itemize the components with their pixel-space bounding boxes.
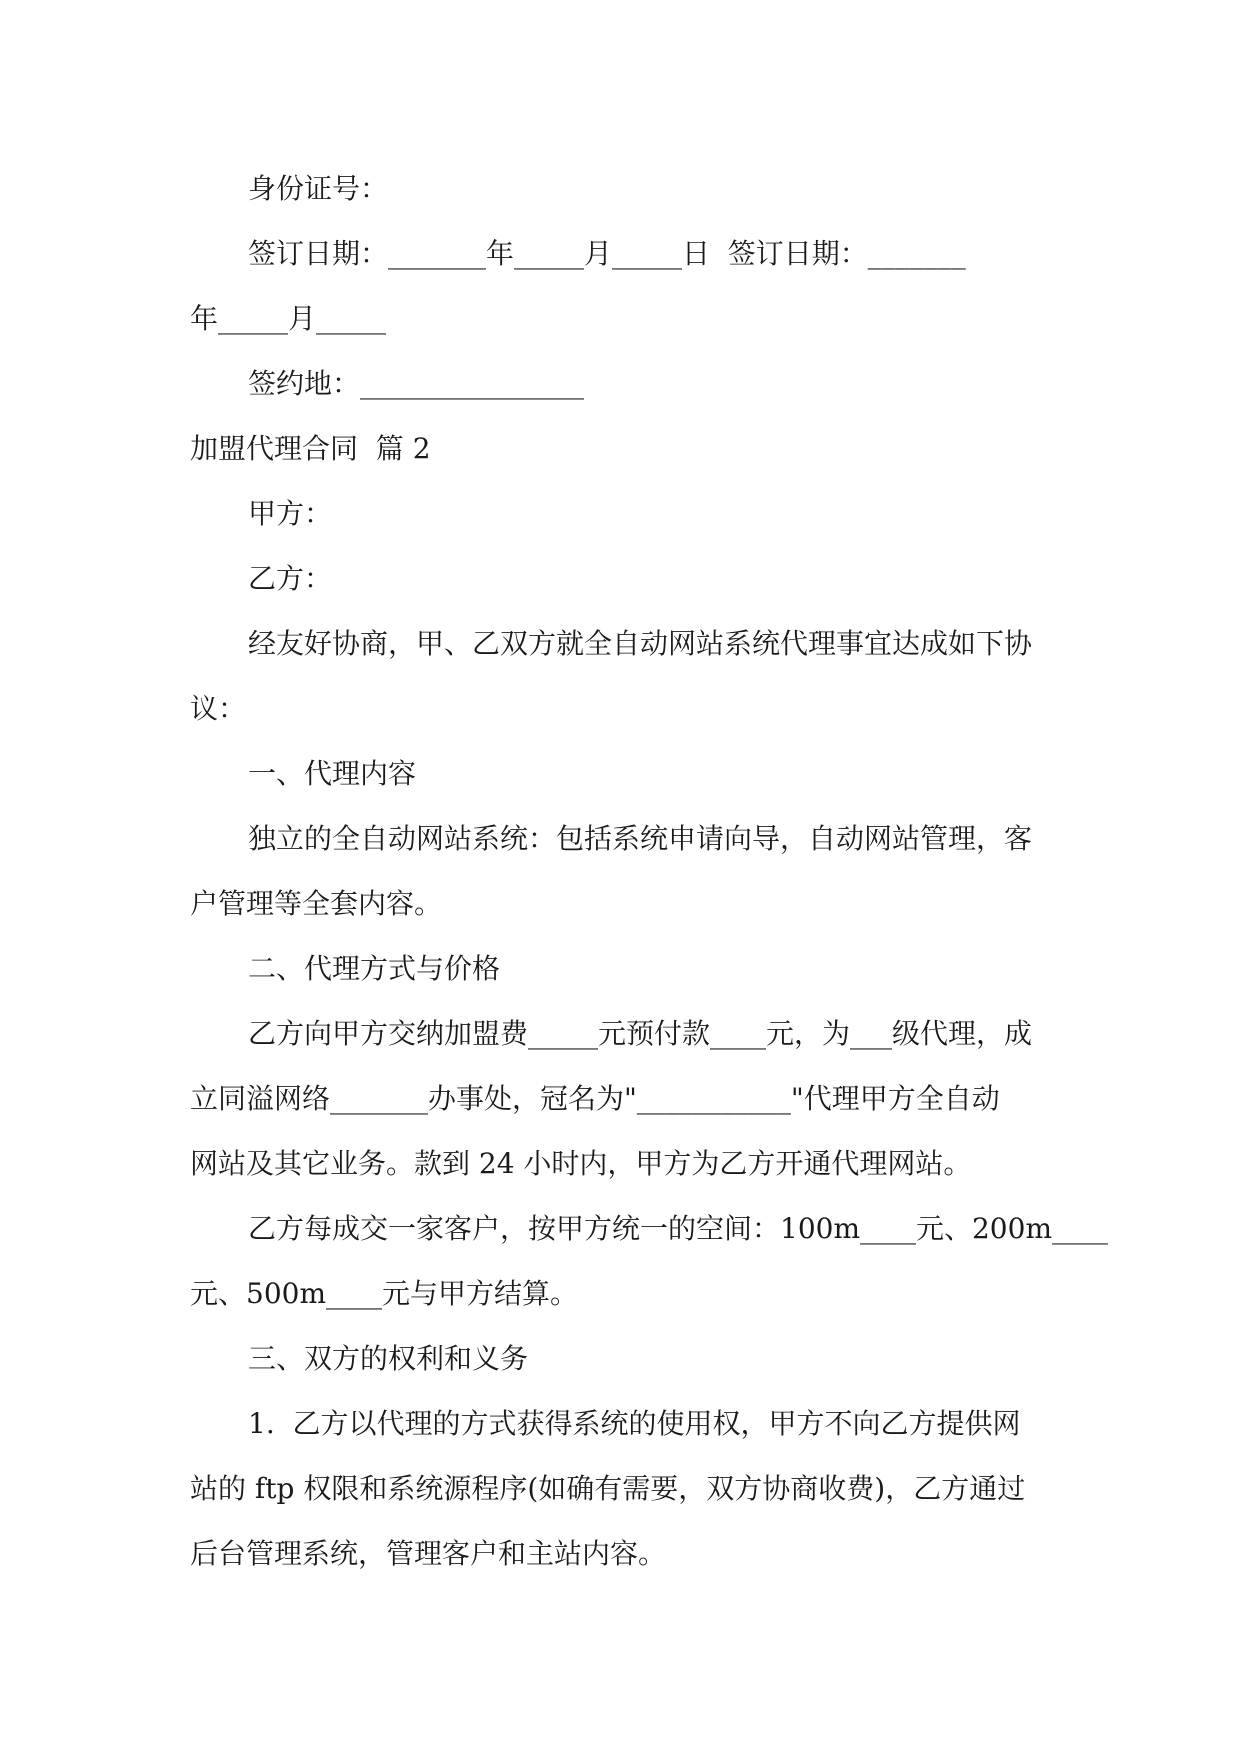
- document-body: [190, 156, 1108, 1586]
- text-line: 甲方：: [248, 497, 333, 530]
- text-line: 乙方每成交一家客户，按甲方统一的空间：100m____元、200m____: [248, 1212, 1108, 1245]
- paragraph-sign-place: [190, 351, 1058, 416]
- text-line: 乙方向甲方交纳加盟费_____元预付款____元，为___级代理，成: [248, 1017, 1033, 1050]
- text-line: 一、代理内容: [248, 757, 417, 790]
- text-line: 签订日期：_______年_____月_____日 签订日期：_______: [248, 237, 966, 270]
- paragraph-content-2: [190, 1001, 1058, 1196]
- text-line: 后台管理系统，管理客户和主站内容。: [190, 1537, 667, 1570]
- text-line: 三、双方的权利和义务: [248, 1342, 529, 1375]
- paragraph-heading-2: [190, 936, 1058, 1001]
- paragraph-clause-1: [190, 1391, 1058, 1586]
- paragraph-party-b: [190, 546, 1058, 611]
- paragraph-content-3: [190, 1196, 1108, 1326]
- text-line: 元、500m____元与甲方结算。: [190, 1277, 578, 1310]
- paragraph-heading-3: [190, 1326, 1058, 1391]
- paragraph-id-number: [190, 156, 1058, 221]
- text-line: 1. 乙方以代理的方式获得系统的使用权，甲方不向乙方提供网: [248, 1407, 1021, 1440]
- text-line: 年_____月_____: [190, 302, 387, 335]
- paragraph-section-title: [190, 416, 1058, 481]
- text-line: 议：: [190, 692, 247, 725]
- paragraph-sign-date: [190, 221, 1058, 351]
- text-line: 立同溢网络_______办事处，冠名为"___________"代理甲方全自动: [190, 1082, 1000, 1115]
- paragraph-heading-1: [190, 741, 1058, 806]
- text-line: 站的 ftp 权限和系统源程序(如确有需要，双方协商收费)，乙方通过: [190, 1472, 1026, 1505]
- text-line: 加盟代理合同 篇 2: [190, 432, 431, 465]
- text-line: 乙方：: [248, 562, 333, 595]
- text-line: 身份证号：: [248, 172, 389, 205]
- text-line: 网站及其它业务。款到 24 小时内，甲方为乙方开通代理网站。: [190, 1147, 972, 1180]
- text-line: 独立的全自动网站系统：包括系统申请向导，自动网站管理，客: [248, 822, 1033, 855]
- text-line: 二、代理方式与价格: [248, 952, 501, 985]
- paragraph-preamble: [190, 611, 1058, 741]
- paragraph-content-1: [190, 806, 1058, 936]
- text-line: 经友好协商，甲、乙双方就全自动网站系统代理事宜达成如下协: [248, 627, 1033, 660]
- paragraph-party-a: [190, 481, 1058, 546]
- text-line: 户管理等全套内容。: [190, 887, 443, 920]
- text-line: 签约地：________________: [248, 367, 585, 400]
